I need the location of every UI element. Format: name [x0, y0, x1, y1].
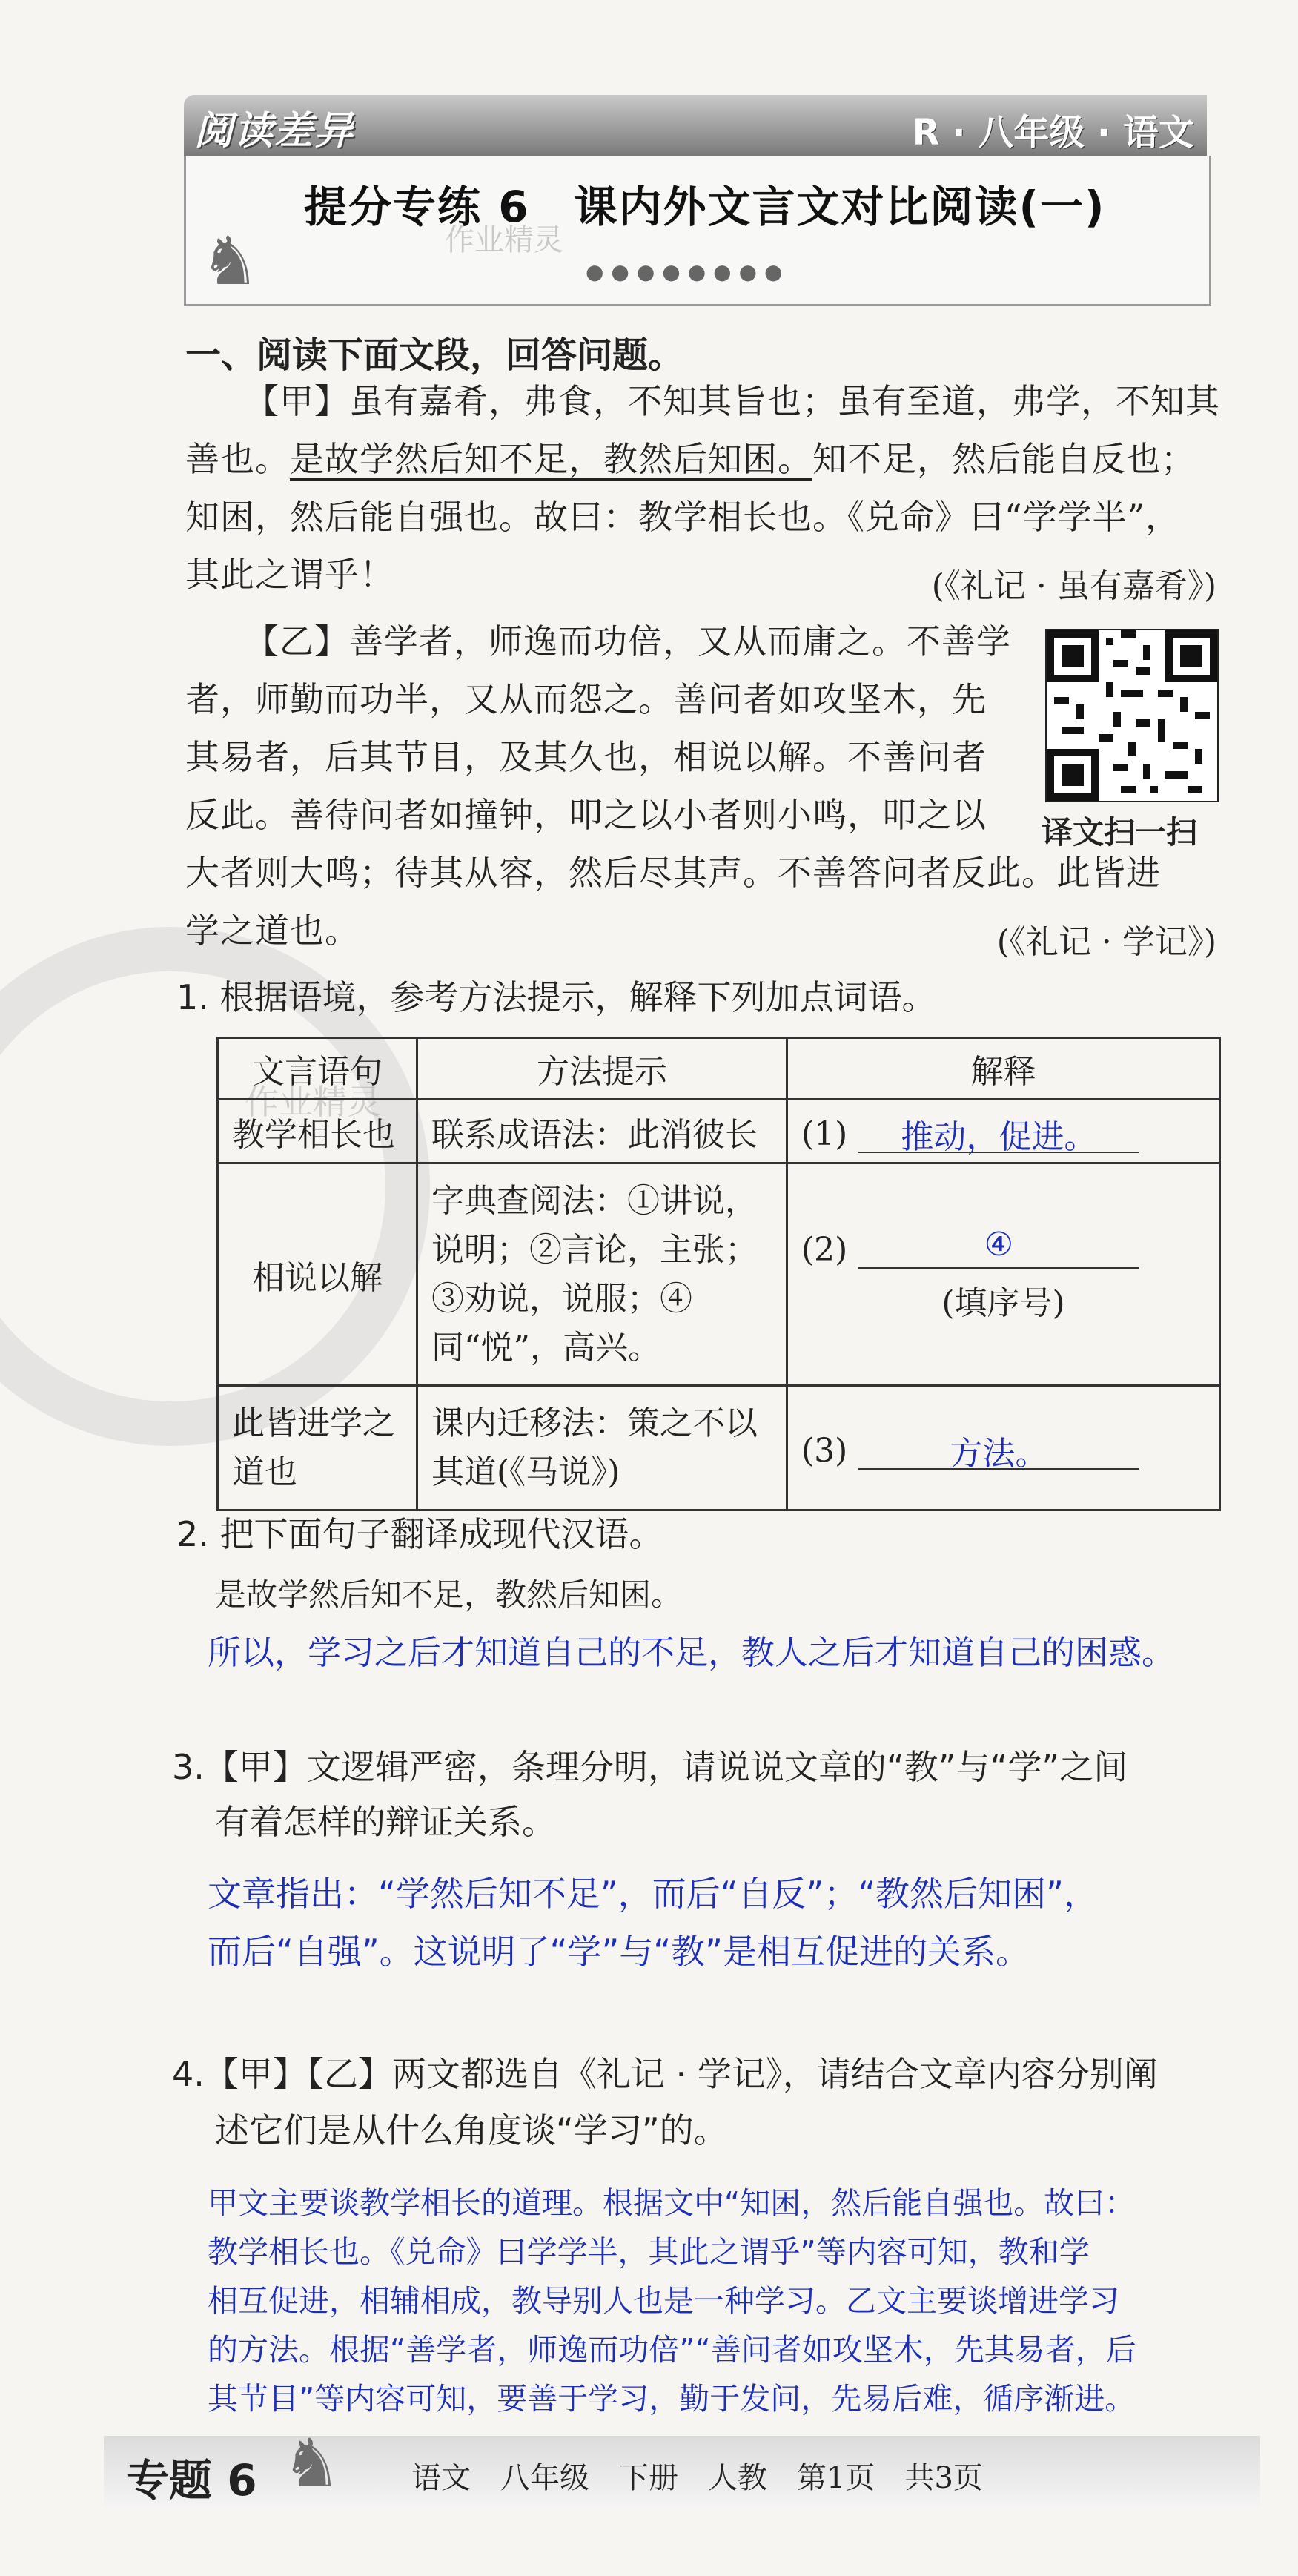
answer-blank[interactable]: 方法。: [858, 1427, 1139, 1470]
yi-source: (《礼记 · 学记》): [996, 923, 1216, 961]
footer-info: 语文 八年级 下册 人教 第1页 共3页: [411, 2461, 983, 2495]
qr-caption: 译文扫一扫: [1042, 814, 1198, 851]
answer-blank[interactable]: ④: [858, 1226, 1139, 1269]
underlined-sentence: 是故学然后知不足，教然后知困。: [290, 439, 812, 479]
yi-line-5: 大者则大鸣；待其从容，然后尽其声。不善答问者反此。此皆进: [185, 853, 1161, 893]
hint-cell: 课内迁移法：策之不以其道(《马说》): [417, 1386, 787, 1510]
yi-line-4: 反此。善待问者如撞钟，叩之以小者则小鸣，叩之以: [185, 795, 987, 835]
stamp-watermark: 作业精灵: [445, 223, 563, 257]
q2-text: 2. 把下面句子翻译成现代汉语。: [176, 1514, 663, 1554]
q3-line-2: 有着怎样的辩证关系。: [215, 1802, 556, 1842]
q4-answer-line: 甲文主要谈教学相长的道理。根据文中“知困，然后能自强也。故曰：: [208, 2185, 1136, 2221]
q3-answer-line-1[interactable]: 文章指出：“学然后知不足”，而后“自反”；“教然后知困”，: [208, 1874, 1098, 1914]
hint-cell: 联系成语法：此消彼长: [417, 1100, 787, 1163]
answer-cell: (2) ④ (填序号): [787, 1163, 1220, 1386]
q1-text: 1. 根据语境，参考方法提示，解释下列加点词语。: [176, 977, 936, 1017]
watermark-stamp: 作业精灵: [245, 1082, 381, 1122]
q2-answer[interactable]: 所以，学习之后才知道自己的不足，教人之后才知道自己的困惑。: [208, 1633, 1176, 1672]
vocab-table: [216, 1037, 1221, 1511]
q4-line-1: 4.【甲】【乙】两文都选自《礼记 · 学记》，请结合文章内容分别阐: [172, 2054, 1158, 2094]
qr-pattern-icon: [1047, 630, 1217, 801]
q4-line-2: 述它们是从什么角度谈“学习”的。: [215, 2110, 728, 2150]
table-header: 解释: [787, 1038, 1220, 1100]
answer-cell: (3) 方法。: [787, 1386, 1220, 1510]
table-row: [218, 1100, 1220, 1163]
answer-cell: (1) 推动，促进。: [787, 1100, 1220, 1163]
grade-subject: R · 八年级 · 语文: [912, 112, 1194, 153]
q4-answer-line: 其节目”等内容可知，要善于学习，勤于发问，先易后难，循序渐进。: [208, 2381, 1136, 2417]
qr-code[interactable]: [1045, 629, 1219, 802]
dots-decoration: ●●●●●●●●: [586, 260, 790, 284]
table-header: 方法提示: [417, 1038, 787, 1100]
phrase-cell: 此皆进学之道也: [218, 1386, 417, 1510]
yi-line-6: 学之道也。: [185, 911, 360, 951]
q2-sentence: 是故学然后知不足，教然后知困。: [215, 1576, 683, 1613]
jia-line-2: 善也。是故学然后知不足，教然后知困。知不足，然后能自反也；: [185, 439, 1196, 479]
q4-answer[interactable]: [208, 2179, 1136, 2423]
q3-answer-line-2[interactable]: 而后“自强”。这说明了“学”与“教”是相互促进的关系。: [208, 1932, 1030, 1972]
jia-line-3: 知困，然后能自强也。故曰：教学相长也。《兑命》曰“学学半”，: [185, 497, 1181, 537]
yi-line-1: 【乙】善学者，师逸而功倍，又从而庸之。不善学: [245, 621, 1011, 661]
q4-answer-line: 的方法。根据“善学者，师逸而功倍”“善问者如攻坚木，先其易者，后: [208, 2332, 1136, 2368]
footer-topic: 专题 6: [126, 2455, 257, 2506]
jia-source: (《礼记 · 虽有嘉肴》): [931, 567, 1216, 605]
phrase-cell: 教学相长也: [218, 1100, 417, 1163]
answer-blank[interactable]: 推动，促进。: [858, 1110, 1139, 1153]
page-title: 提分专练 6 课内外文言文对比阅读(一): [304, 182, 1106, 232]
yi-line-3: 其易者，后其节目，及其久也，相说以解。不善问者: [185, 737, 987, 777]
phrase-cell: 相说以解: [218, 1163, 417, 1386]
horse-icon: ♞: [200, 222, 260, 300]
horse-icon: ♞: [282, 2425, 342, 2503]
answer-note: (填序号): [941, 1284, 1065, 1322]
q4-answer-line: 教学相长也。《兑命》曰学学半，其此之谓乎”等内容可知，教和学: [208, 2234, 1090, 2270]
hint-cell: 字典查阅法：①讲说，说明；②言论，主张；③劝说，说服；④同“悦”，高兴。: [417, 1163, 787, 1386]
table-header: 文言语句: [218, 1038, 417, 1100]
q4-answer-line: 相互促进，相辅相成，教导别人也是一种学习。乙文主要谈增进学习: [208, 2283, 1119, 2319]
brand-logo: 阅读差异: [194, 108, 355, 153]
yi-line-2: 者，师勤而功半，又从而怨之。善问者如攻坚木，先: [185, 679, 987, 719]
section-heading: 一、阅读下面文段，回答问题。: [185, 334, 684, 376]
q3-line-1: 3.【甲】文逻辑严密，条理分明，请说说文章的“教”与“学”之间: [172, 1747, 1128, 1787]
table-row: [218, 1163, 1220, 1386]
table-row: [218, 1386, 1220, 1510]
table-header-row: [218, 1038, 1220, 1100]
jia-line-4: 其此之谓乎！: [185, 555, 394, 595]
jia-line-1: 【甲】虽有嘉肴，弗食，不知其旨也；虽有至道，弗学，不知其: [245, 381, 1220, 421]
